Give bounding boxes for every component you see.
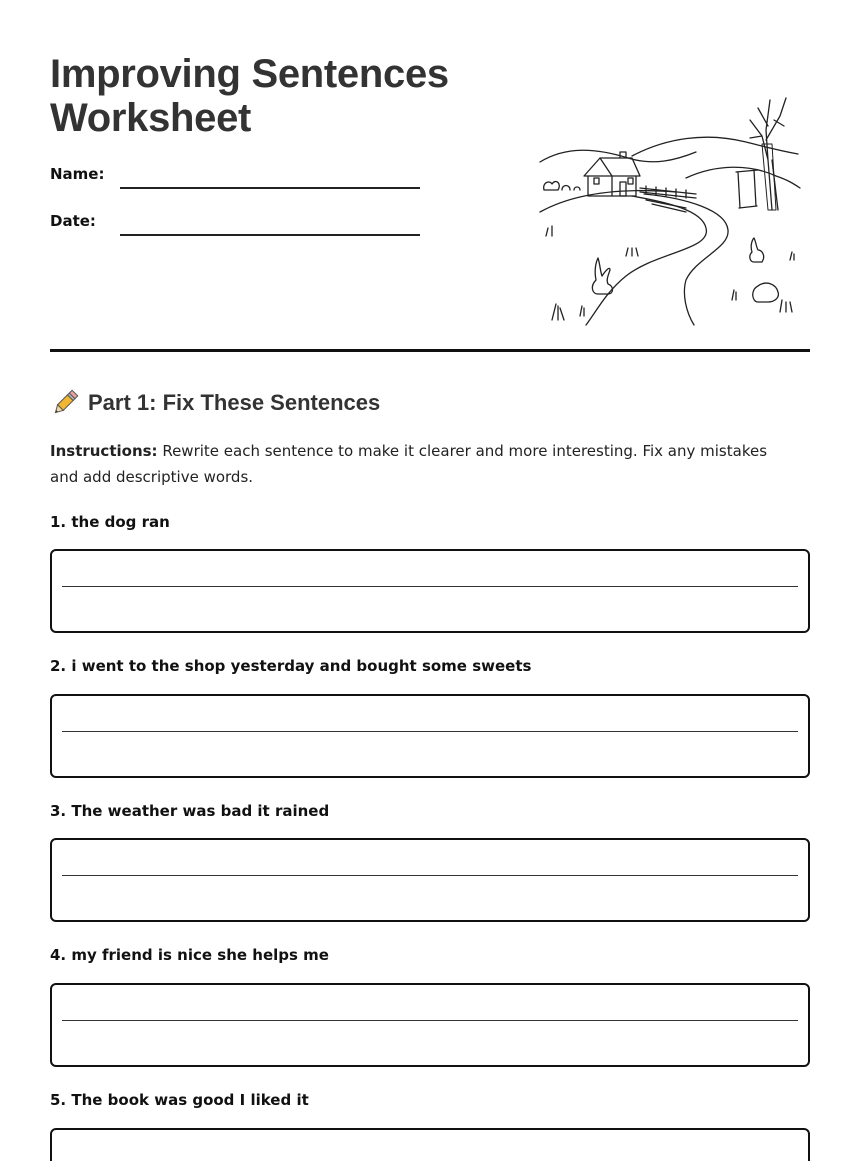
answer-line <box>62 1020 798 1021</box>
answer-box[interactable] <box>50 694 810 778</box>
name-label: Name: <box>50 165 105 183</box>
answer-line <box>62 586 798 587</box>
date-label: Date: <box>50 212 96 230</box>
question-label: 5. The book was good I liked it <box>50 1091 309 1109</box>
instructions-text: Rewrite each sentence to make it clearer and more interesting. Fix any mistakes and add descriptive words. <box>50 442 768 486</box>
countryside-illustration <box>536 80 806 330</box>
page-title <box>50 52 520 140</box>
title-line-2: Worksheet <box>50 96 252 140</box>
answer-box[interactable] <box>50 838 810 922</box>
instructions-lead: Instructions: <box>50 442 158 460</box>
name-field[interactable] <box>120 187 420 189</box>
part1-title: Part 1: Fix These Sentences <box>88 390 381 415</box>
answer-line <box>62 731 798 732</box>
header-divider <box>50 349 810 352</box>
instructions <box>50 438 790 490</box>
answer-box[interactable] <box>50 549 810 633</box>
answer-box[interactable] <box>50 983 810 1067</box>
answer-line <box>62 875 798 876</box>
question-label: 4. my friend is nice she helps me <box>50 946 329 964</box>
question-label: 3. The weather was bad it rained <box>50 802 330 820</box>
question-label: 1. the dog ran <box>50 513 170 531</box>
date-field[interactable] <box>120 234 420 236</box>
title-line-1: Improving Sentences <box>50 52 449 96</box>
question-label: 2. i went to the shop yesterday and bought some sweets <box>50 657 532 675</box>
worksheet-page <box>50 0 810 1161</box>
pencil-icon <box>50 388 80 418</box>
answer-box[interactable] <box>50 1128 810 1161</box>
part1-heading <box>50 388 380 418</box>
